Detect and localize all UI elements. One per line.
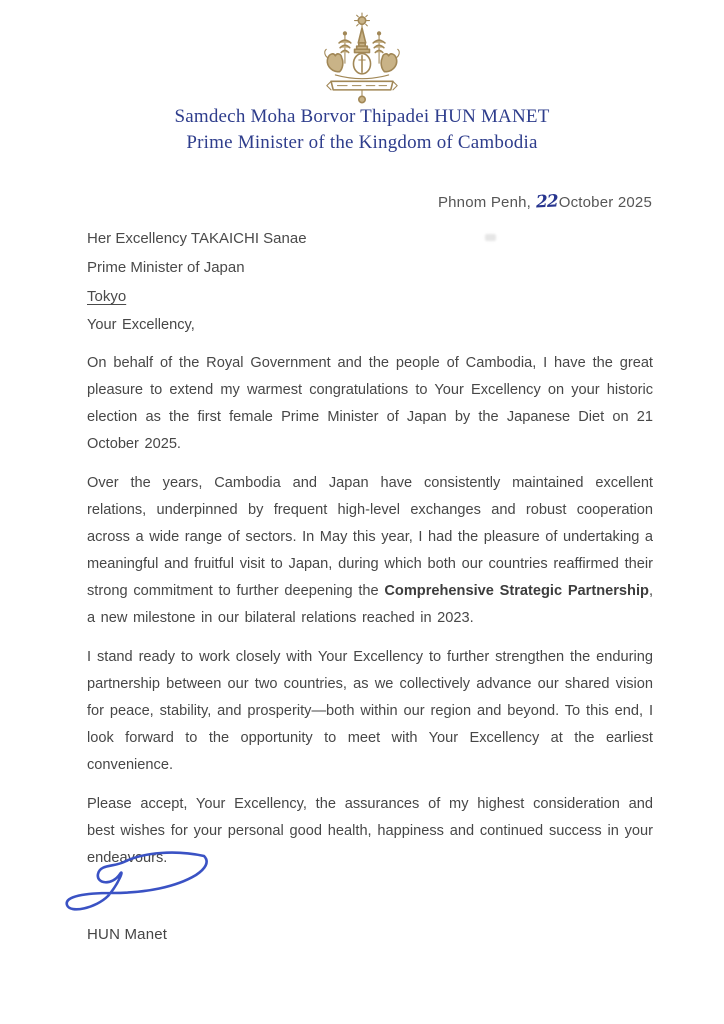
recipient-city: Tokyo [87, 288, 127, 305]
salutation: Your Excellency, [87, 317, 195, 333]
partnership-emphasis: Comprehensive Strategic Partnership [384, 583, 649, 599]
paragraph-1: On behalf of the Royal Government and the people of Cambodia, I have the great pleasure to extend my warmest congratulations to Your Excellency on your historic election as the first female Prime Minister of Japan by the Japanese Diet on 21 October 2025. [87, 355, 653, 452]
paragraph-3: I stand ready to work closely with Your Excellency to further strengthen the enduring partnership between our two countries, as we collectively advance our shared vision for peace, stability, and prosperity—both within our region and beyond. To this end, I look forward to the opportunity to meet with Your Excellency at the earliest convenience. [87, 649, 653, 773]
handwritten-day: 22 [535, 191, 559, 213]
paragraph-4: Please accept, Your Excellency, the assurances of my highest consideration and best wishes for your personal good health, happiness and continued success in your endeavours. [87, 796, 653, 866]
letterhead-title: Samdech Moha Borvor Thipadei HUN MANET [174, 106, 550, 127]
dateline-month-year: October 2025 [558, 194, 652, 211]
paragraph-2 [87, 470, 653, 632]
royal-arms-crest-icon [319, 12, 405, 113]
signature-ink [58, 846, 226, 921]
letterhead-subtitle: Prime Minister of the Kingdom of Cambodia [186, 132, 538, 153]
paragraph-2-text: Over the years, Cambodia and Japan have consistently maintained excellent relations, underpinned by frequent high-level exchanges and robust cooperation across a wide range of sectors. In May this year, I had the pleasure of undertaking a meaningful and fruitful visit to Japan, during which both our countries reaffirmed their strong commitment to further deepening the [87, 475, 653, 599]
recipient-block [87, 224, 307, 311]
dateline [438, 192, 652, 212]
recipient-name: Her Excellency TAKAICHI Sanae [87, 230, 307, 247]
recipient-title: Prime Minister of Japan [87, 259, 245, 276]
signer-name: HUN Manet [87, 926, 168, 943]
letter-body [87, 312, 653, 872]
dateline-place: Phnom Penh, [437, 194, 532, 211]
scan-artifact [485, 234, 496, 241]
paragraph-2-tail: , a new milestone in our bilateral relations reached in 2023. [87, 583, 653, 626]
